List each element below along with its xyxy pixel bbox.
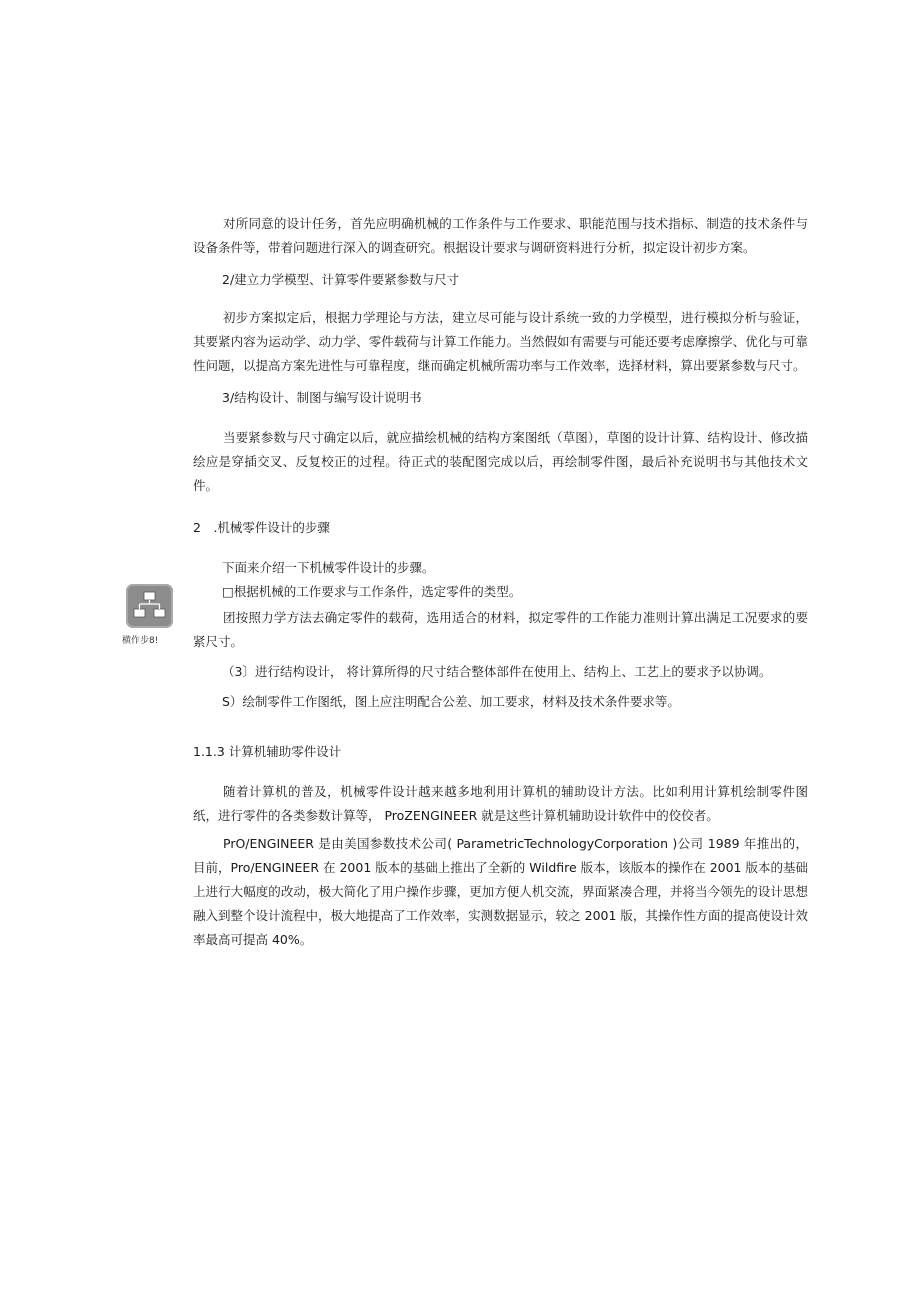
intro-paragraph: 对所同意的设计任务，首先应明确机械的工作条件与工作要求、职能范围与技术指标、制造的技术条件与设备条件等，带着问题进行深入的调查研究。根据设计要求与调研资料进行分析，拟定设计初步方案。 (193, 216, 808, 255)
step-item-1: □根据机械的工作要求与工作条件，选定零件的类型。 (222, 584, 522, 599)
icon-caption: 横作步8! (122, 636, 159, 646)
step-item-2: 团按照力学方法去确定零件的载荷，选用适合的材料，拟定零件的工作能力准则计算出满足工况要求的要紧尺寸。 (193, 610, 808, 649)
step3-heading: 3/结构设计、制图与编写设计说明书 (222, 390, 422, 405)
step-item-3: （3〕进行结构设计， 将计算所得的尺寸结合整体部件在使用上、结构上、工艺上的要求予以协调。 (222, 664, 772, 679)
section2-heading: 2 .机械零件设计的步骤 (193, 520, 330, 535)
workflow-icon (126, 584, 173, 628)
cad-paragraph-2: PrO/ENGINEER 是由美国参数技术公司( ParametricTechnologyCorporation )公司 1989 年推出的，目前，Pro/ENGINEER 在 2001 版本的基础上推出了全新的 Wildfire 版本，该版本的操作在 2001 版本的基础上进行大幅度的改动，极大简化了用户操作步骤，更加方便人机交流，界面紧凑合理，并将当今领先的设计思想融入到整个设计流程中，极大地提高了工作效率，实测数据显示，较之 2001 版，其操作性方面的提高使设计效率最高可提高 40%。 (193, 836, 808, 947)
step2-paragraph: 初步方案拟定后，根据力学理论与方法，建立尽可能与设计系统一致的力学模型，进行模拟分析与验证，其要紧内容为运动学、动力学、零件载荷与计算工作能力。当然假如有需要与可能还要考虑摩擦学、优化与可靠性问题，以提高方案先进性与可靠程度，继而确定机械所需功率与工作效率，选择材料，算出要紧参数与尺寸。 (193, 310, 808, 373)
section113-heading: 1.1.3 计算机辅助零件设计 (193, 744, 342, 759)
step3-paragraph: 当要紧参数与尺寸确定以后，就应描绘机械的结构方案图纸（草图），草图的设计计算、结构设计、修改描绘应是穿插交叉、反复校正的过程。待正式的装配图完成以后，再绘制零件图，最后补充说明书与其他技术文件。 (193, 430, 808, 493)
cad-paragraph-1: 随着计算机的普及，机械零件设计越来越多地利用计算机的辅助设计方法。比如利用计算机绘制零件图纸，进行零件的各类参数计算等， ProZENGINEER 就是这些计算机辅助设计软件中的佼佼者。 (193, 784, 808, 823)
section2-intro: 下面来介绍一下机械零件设计的步骤。 (222, 560, 435, 575)
step2-heading: 2/建立力学模型、计算零件要紧参数与尺寸 (222, 272, 460, 287)
step-item-4: S）绘制零件工作图纸，图上应注明配合公差、加工要求，材料及技术条件要求等。 (222, 694, 680, 709)
